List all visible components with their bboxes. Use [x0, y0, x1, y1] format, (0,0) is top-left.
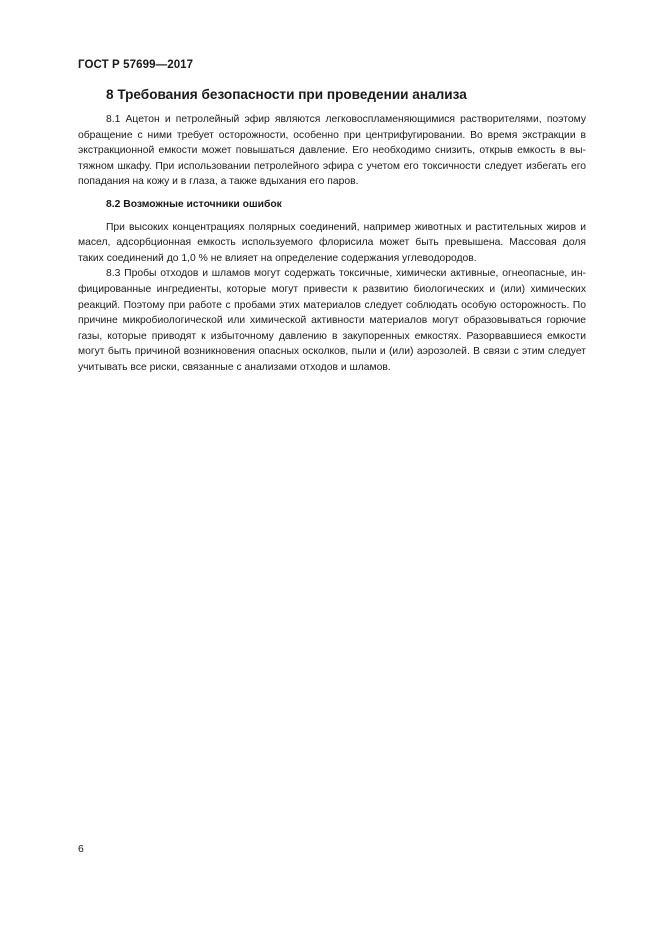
standard-header: ГОСТ Р 57699—2017 — [78, 59, 194, 71]
paragraph-8-1: 8.1 Ацетон и петролейный эфир являются легковоспламеняющимися растворителями, поэтому обращение с ними требует осторожности, особенно при центрифугировании. Во время экстракции в экстракционной емкости может повышаться давление. Его необходимо снизить, открыв емкость в вытяжном шкафу. При использовании петролейного эфира с учетом его токсичности следует избегать его попадания на кожу и в глаза, а также вдыхания его паров. — [78, 114, 586, 188]
page-content — [78, 86, 586, 376]
paragraph-8-3: 8.3 Пробы отходов и шламов могут содержать токсичные, химически активные, огнеопасные, инфицированные ингредиенты, которые могут привести к развитию биологических и (или) химических реакций. Поэтому при работе с пробами этих материалов следует соблюдать особую осторожность. По причине микробиологической или химической активности материалов могут образовываться горючие газы, которые приводят к избыточному давлению в закупоренных емкостях. Разорвавшиеся емкости могут быть причиной возникновения опасных осколков, пыли и (или) аэрозолей. В связи с этим следует учитывать все риски, связанные с анализами отходов и шламов. — [78, 268, 586, 373]
section-8-title: 8 Требования безопасности при проведении анализа — [106, 87, 467, 102]
page-number: 6 — [78, 843, 84, 855]
section-8-2-title: 8.2 Возможные источники ошибок — [106, 198, 282, 210]
paragraph-8-2: При высоких концентрациях полярных соединений, например животных и растительных жиров и масел, адсорбционная емкость используемого флорисила может быть превышена. Массовая доля таких соединений до 1,0 % не влияет на определение содержания углеводородов. — [78, 221, 586, 264]
